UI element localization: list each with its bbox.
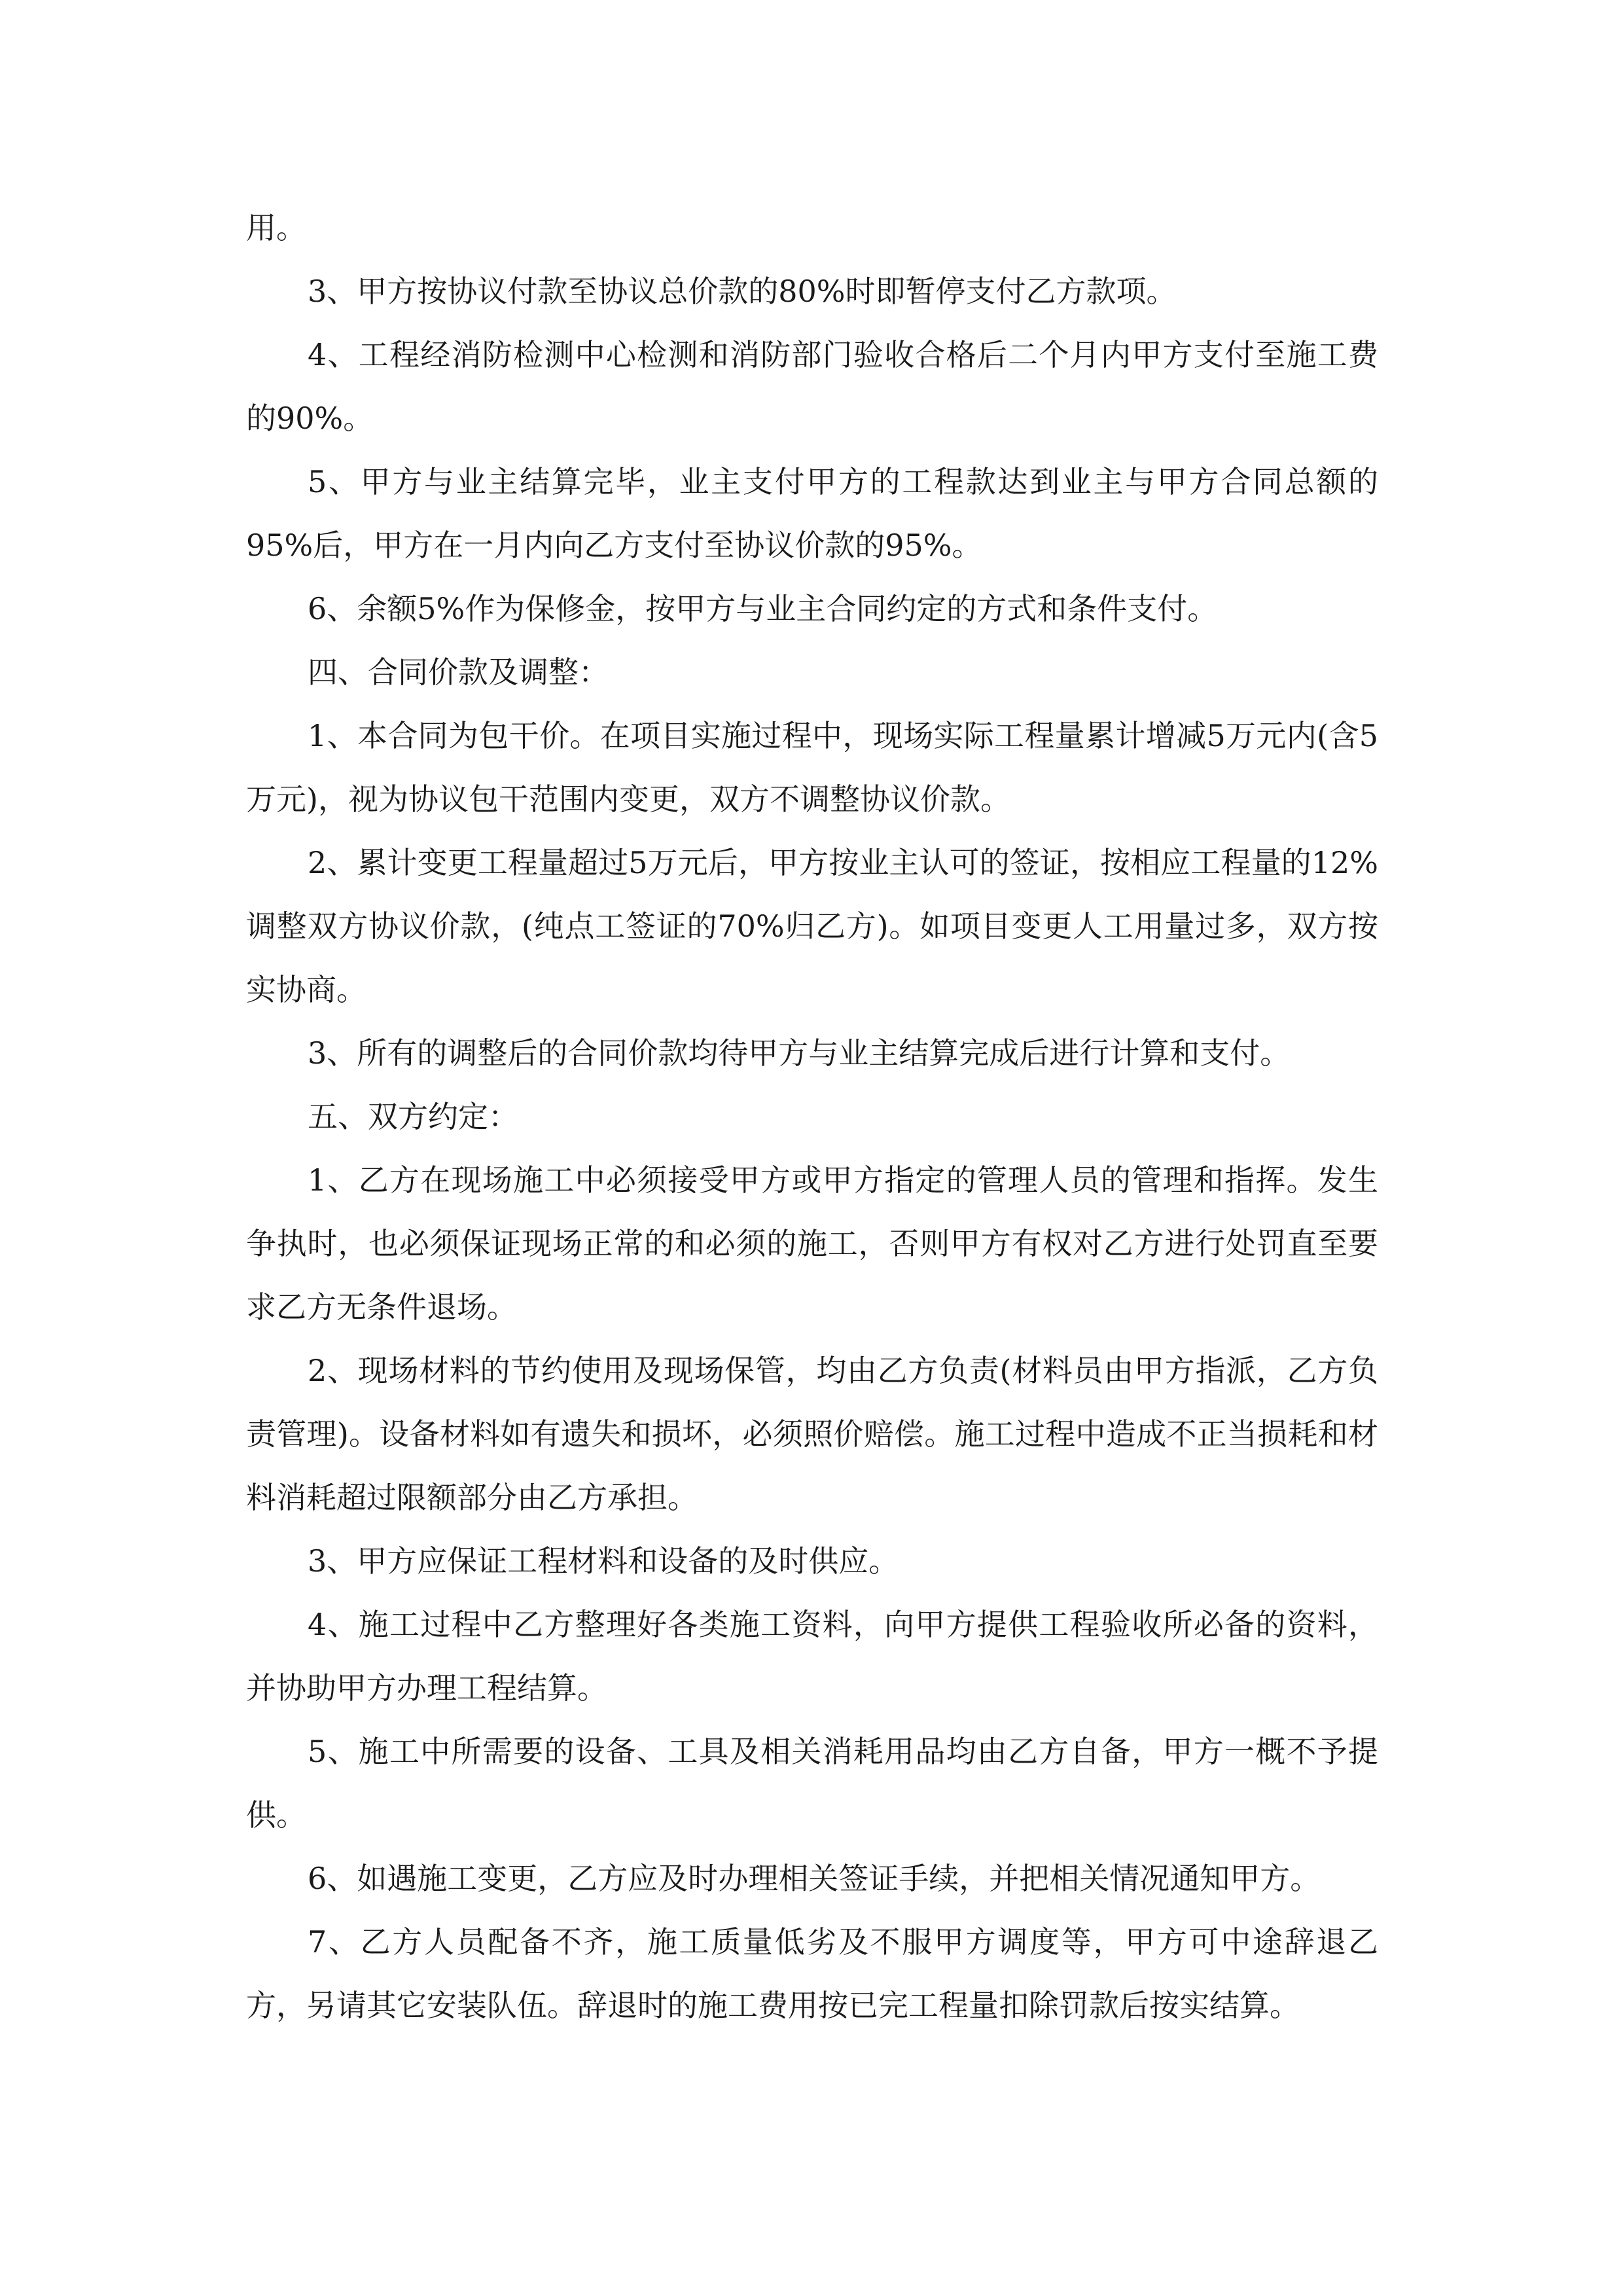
paragraph-agreement-clause-6: 6、如遇施工变更，乙方应及时办理相关签证手续，并把相关情况通知甲方。: [308, 1861, 1321, 1896]
paragraph-price-clause-2: 2、累计变更工程量超过5万元后，甲方按业主认可的签证，按相应工程量的12%调整双方协议价款，(纯点工签证的70%归乙方)。如项目变更人工用量过多，双方按实协商。: [246, 845, 1378, 1007]
section-heading-agreements: 五、双方约定：: [308, 1099, 518, 1134]
paragraph-agreement-clause-5: 5、施工中所需要的设备、工具及相关消耗用品均由乙方自备，甲方一概不予提供。: [246, 1734, 1378, 1833]
paragraph-agreement-clause-2: 2、现场材料的节约使用及现场保管，均由乙方负责(材料员由甲方指派，乙方负责管理)。设备材料如有遗失和损坏，必须照价赔偿。施工过程中造成不正当损耗和材料消耗超过限额部分由乙方承担。: [246, 1353, 1378, 1515]
section-heading-price-adjustment: 四、合同价款及调整：: [308, 655, 609, 690]
paragraph-agreement-clause-4: 4、施工过程中乙方整理好各类施工资料，向甲方提供工程验收所必备的资料，并协助甲方办理工程结算。: [246, 1607, 1378, 1706]
paragraph-payment-clause-4: 4、工程经消防检测中心检测和消防部门验收合格后二个月内甲方支付至施工费的90%。: [246, 337, 1378, 436]
paragraph-price-clause-1: 1、本合同为包干价。在项目实施过程中，现场实际工程量累计增减5万元内(含5万元)，视为协议包干范围内变更，双方不调整协议价款。: [246, 718, 1378, 817]
paragraph-continuation: 用。: [246, 210, 306, 245]
paragraph-payment-clause-3: 3、甲方按协议付款至协议总价款的80%时即暂停支付乙方款项。: [308, 274, 1177, 309]
document-page: [246, 196, 1378, 2037]
paragraph-agreement-clause-3: 3、甲方应保证工程材料和设备的及时供应。: [308, 1543, 899, 1579]
paragraph-payment-clause-6: 6、余额5%作为保修金，按甲方与业主合同约定的方式和条件支付。: [308, 591, 1218, 626]
paragraph-agreement-clause-1: 1、乙方在现场施工中必须接受甲方或甲方指定的管理人员的管理和指挥。发生争执时，也必须保证现场正常的和必须的施工，否则甲方有权对乙方进行处罚直至要求乙方无条件退场。: [246, 1162, 1378, 1325]
paragraph-price-clause-3: 3、所有的调整后的合同价款均待甲方与业主结算完成后进行计算和支付。: [308, 1035, 1291, 1071]
paragraph-payment-clause-5: 5、甲方与业主结算完毕，业主支付甲方的工程款达到业主与甲方合同总额的95%后，甲方在一月内向乙方支付至协议价款的95%。: [246, 464, 1378, 563]
paragraph-agreement-clause-7: 7、乙方人员配备不齐，施工质量低劣及不服甲方调度等，甲方可中途辞退乙方，另请其它安装队伍。辞退时的施工费用按已完工程量扣除罚款后按实结算。: [246, 1924, 1378, 2023]
